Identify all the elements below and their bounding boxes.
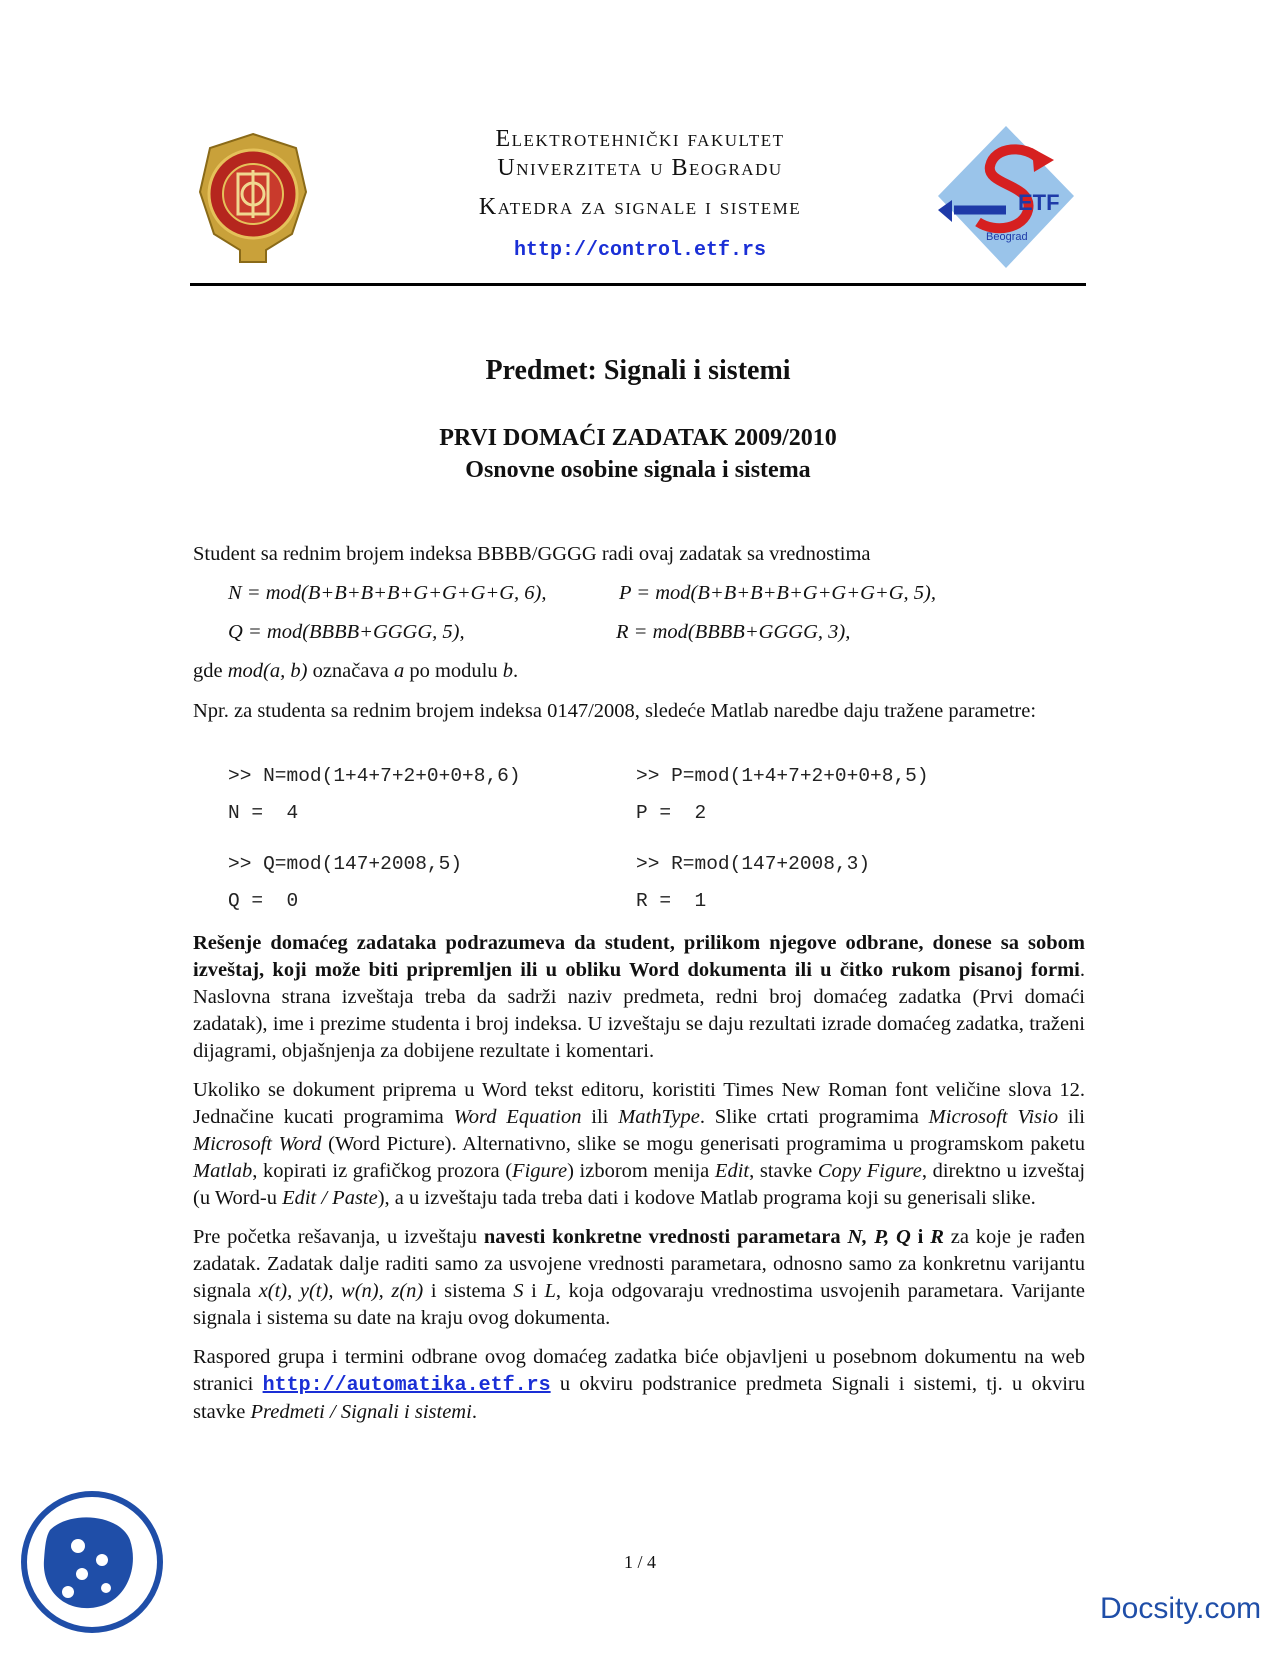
matlab-res-p: P = 2 — [636, 802, 707, 824]
etf-logo — [936, 124, 1076, 270]
formula-q: Q = mod(BBBB+GGGG, 5), — [228, 621, 465, 643]
header-divider — [190, 283, 1086, 286]
paragraph-parameters: Pre početka rešavanja, u izveštaju navesti konkretne vrednosti parametara N, P, Q i R za koje je rađen zadatak. Zadatak dalje raditi samo za usvojene vrednosti parametara, odnosno samo za konkretnu varijantu signala x(t), y(t), w(n), z(n) i sistema S i L, koja odgovaraju vrednostima usvojenih parametara. Varijante signala i sistema su date na kraju ovog dokumenta. — [193, 1226, 1086, 1329]
page-number: 1 / 4 — [623, 1552, 656, 1572]
matlab-cmd-q: >> Q=mod(147+2008,5) — [228, 853, 463, 875]
etf-logo-subtext: Beograd — [986, 231, 1028, 243]
formula-p: P = mod(B+B+B+B+G+G+G+G, 5), — [619, 582, 936, 604]
matlab-cmd-r: >> R=mod(147+2008,3) — [636, 853, 871, 875]
formula-r: R = mod(BBBB+GGGG, 3), — [616, 621, 851, 643]
docsity-watermark[interactable]: Docsity.com — [1100, 1592, 1262, 1625]
formula-n: N = mod(B+B+B+B+G+G+G+G, 6), — [228, 582, 547, 604]
course-title: Predmet: Signali i sistemi — [485, 355, 791, 386]
university-name: Univerziteta u Beogradu — [497, 155, 783, 181]
matlab-cmd-n: >> N=mod(1+4+7+2+0+0+8,6) — [228, 765, 521, 787]
paragraph-word-instructions: Ukoliko se dokument priprema u Word tekst editoru, koristiti Times New Roman font veličine slova 12. Jednačine kucati programima Word Equation ili MathType. Slike crtati programima Microsoft Visio ili Microsoft Word (Word Picture). Alternativno, slike se mogu generisati programima u programskom paketu Matlab, kopirati iz grafičkog prozora (Figure) izborom menija Edit, stavke Copy Figure, direktno u izveštaj (u Word-u Edit / Paste), a u izveštaju tada treba dati i kodove Matlab programa koji su generisali slike. — [193, 1079, 1086, 1209]
matlab-res-q: Q = 0 — [228, 890, 299, 912]
faculty-seal-logo — [196, 130, 310, 264]
matlab-res-n: N = 4 — [228, 802, 299, 824]
matlab-res-r: R = 1 — [636, 890, 707, 912]
example-intro: Npr. za studenta sa rednim brojem indeksa 0147/2008, sledeće Matlab naredbe daju tražene parametre: — [193, 700, 1037, 722]
assignment-title: PRVI DOMAĆI ZADATAK 2009/2010 — [439, 425, 837, 451]
intro-text: Student sa rednim brojem indeksa BBBB/GGGG radi ovaj zadatak sa vrednostima — [193, 543, 871, 565]
modulo-explanation: gde mod(a, b) označava a po modulu b. — [193, 660, 519, 682]
header-url-link[interactable]: http://control.etf.rs — [513, 239, 767, 262]
assignment-subtitle: Osnovne osobine signala i sistema — [465, 457, 811, 483]
paragraph-schedule: Raspored grupa i termini odbrane ovog domaćeg zadatka biće objavljeni u posebnom dokumentu na web stranici http://automatika.etf.rs u okviru podstranice predmeta Signali i sistemi, tj. u okviru stavke Predmeti / Signali i sistemi. — [193, 1346, 1085, 1423]
etf-logo-text: ETF — [1018, 190, 1060, 215]
docsity-logo-icon — [20, 1490, 164, 1634]
paragraph-report-requirements: Rešenje domaćeg zadataka podrazumeva da student, prilikom njegove odbrane, donese sa sobom izveštaj, koji može biti pripremljen ili u obliku Word dokumenta ili u čitko rukom pisanoj formi. Naslovna strana izveštaja treba da sadrži naziv predmeta, redni broj domaćeg zadatka (Prvi domaći zadatak), ime i prezime studenta i broj indeksa. U izveštaju se daju rezultati izrade domaćeg zadatka, traženi dijagrami, objašnjenja za dobijene rezultate i komentari. — [193, 932, 1085, 1062]
automatika-link[interactable]: http://automatika.etf.rs — [262, 1374, 551, 1397]
faculty-name: Elektrotehnički fakultet — [495, 126, 785, 152]
matlab-cmd-p: >> P=mod(1+4+7+2+0+0+8,5) — [636, 765, 929, 787]
department-name: Katedra za signale i sisteme — [478, 194, 802, 220]
